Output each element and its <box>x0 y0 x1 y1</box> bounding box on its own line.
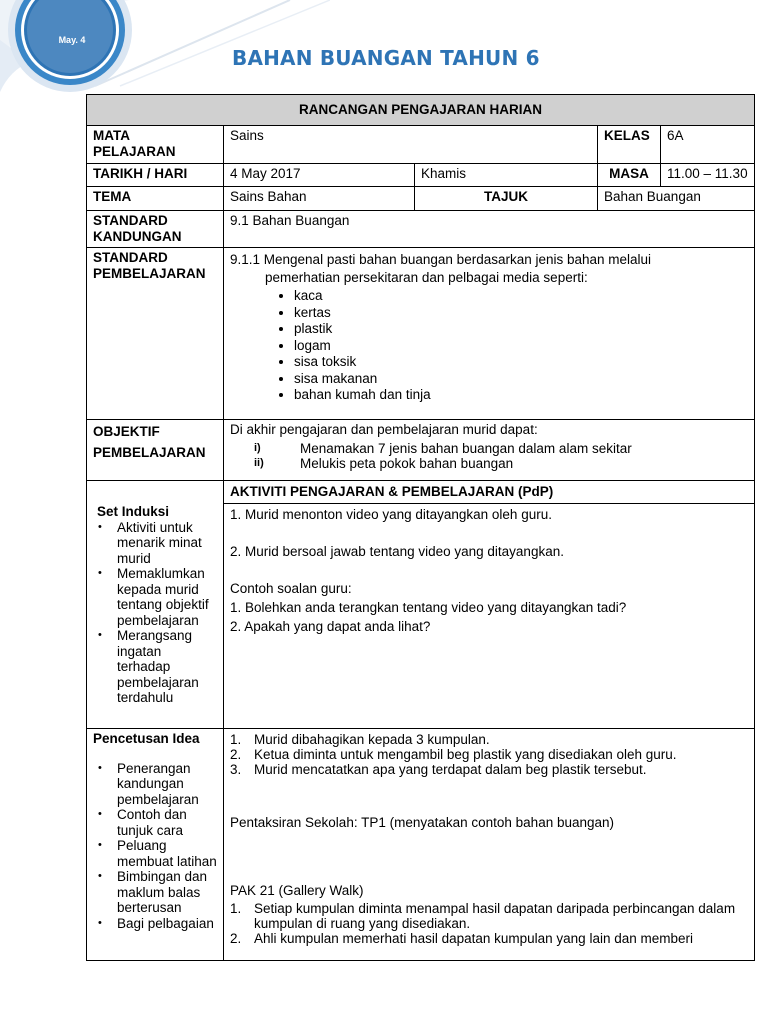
list-item: • bahan kumah dan tinja <box>294 387 748 404</box>
list-item: • Merangsang ingatan terhadap pembelajaran terdahulu <box>117 628 217 706</box>
standard-kandungan-value: 9.1 Bahan Buangan <box>224 211 755 248</box>
mata-pelajaran-label: MATA PELAJARAN <box>87 126 224 164</box>
item-number: 2. <box>230 930 242 946</box>
sp-list <box>230 288 748 404</box>
si-line-1: 1. Murid menonton video yang ditayangkan oleh guru. <box>230 507 552 523</box>
objektif-label-line-1: OBJEKTIF <box>93 424 160 440</box>
aktiviti-heading: AKTIVITI PENGAJARAN & PEMBELAJARAN (PdP) <box>224 481 755 504</box>
list-item: • kaca <box>294 288 748 305</box>
aktiviti-empty-cell <box>87 481 224 504</box>
tema-label: TEMA <box>87 187 224 211</box>
item-number: 1. <box>230 731 242 747</box>
objektif-list <box>230 441 748 471</box>
si-line-2: 2. Murid bersoal jawab tentang video yang ditayangkan. <box>230 544 564 560</box>
list-item: • Peluang membuat latihan <box>117 838 217 869</box>
pentaksiran-text: Pentaksiran Sekolah: TP1 (menyatakan contoh bahan buangan) <box>230 814 615 830</box>
list-item <box>230 762 748 777</box>
standard-pembelajaran-value <box>224 248 755 420</box>
pak-title: PAK 21 (Gallery Walk) <box>230 882 364 898</box>
kelas-label: KELAS <box>598 126 661 164</box>
pencetusan-content <box>224 728 755 960</box>
item-number: 1. <box>230 900 242 916</box>
item-text: Melukis peta pokok bahan buangan <box>300 456 514 472</box>
masa-value: 11.00 – 11.30 <box>661 164 755 187</box>
item-number: 3. <box>230 761 242 777</box>
item-text: Menamakan 7 jenis bahan buangan dalam alam sekitar <box>300 441 632 457</box>
list-item: • Contoh dan tunjuk cara <box>117 807 217 838</box>
si-contoh: Contoh soalan guru: <box>230 581 352 597</box>
kelas-value: 6A <box>661 126 755 164</box>
pencetusan-cell <box>87 728 224 960</box>
item-text: Murid dibahagikan kepada 3 kumpulan. <box>254 731 490 747</box>
list-item: • Memaklumkan kepada murid tentang objektif pembelajaran <box>117 566 217 628</box>
objektif-value <box>224 420 755 481</box>
objektif-intro: Di akhir pengajaran dan pembelajaran murid dapat: <box>230 422 538 438</box>
list-item: • Aktiviti untuk menarik minat murid <box>117 520 217 567</box>
list-item <box>230 747 748 762</box>
sp-line-1: 9.1.1 Mengenal pasti bahan buangan berdasarkan jenis bahan melalui <box>230 252 652 268</box>
list-item <box>230 901 748 931</box>
list-item: • Penerangan kandungan pembelajaran <box>117 761 217 808</box>
list-item <box>230 441 748 456</box>
item-text: Murid mencatatkan apa yang terdapat dalam beg plastik tersebut. <box>254 761 647 777</box>
item-number: ii) <box>254 457 264 470</box>
list-item <box>230 456 748 471</box>
tajuk-value: Bahan Buangan <box>598 187 755 211</box>
set-induksi-cell <box>87 504 224 728</box>
list-item: • logam <box>294 338 748 355</box>
si-question-2: 2. Apakah yang dapat anda lihat? <box>230 619 431 635</box>
tarikh-value: 4 May 2017 <box>224 164 415 187</box>
list-item: • kertas <box>294 305 748 322</box>
pencetusan-list <box>93 761 217 932</box>
item-text: Setiap kumpulan diminta menampal hasil dapatan daripada perbincangan dalam kumpulan di ruang yang disediakan. <box>254 900 736 931</box>
mata-pelajaran-value: Sains <box>224 126 598 164</box>
date-badge: May. 4 <box>58 35 86 45</box>
tema-value: Sains Bahan <box>224 187 415 211</box>
lesson-plan-table <box>86 94 755 961</box>
standard-pembelajaran-label: STANDARD PEMBELAJARAN <box>87 248 224 420</box>
objektif-label <box>87 420 224 481</box>
masa-label: MASA <box>598 164 661 187</box>
item-number: i) <box>254 442 261 455</box>
set-induksi-list <box>93 520 217 706</box>
table-heading: RANCANGAN PENGAJARAN HARIAN <box>87 95 755 126</box>
tarikh-label: TARIKH / HARI <box>87 164 224 187</box>
tajuk-label: TAJUK <box>415 187 598 211</box>
list-item: • sisa makanan <box>294 371 748 388</box>
gallery-steps <box>230 901 748 946</box>
set-induksi-title: Set Induksi <box>97 503 170 519</box>
set-induksi-content <box>224 504 755 728</box>
list-item: • Bimbingan dan maklum balas berterusan <box>117 869 217 916</box>
standard-kandungan-label: STANDARD KANDUNGAN <box>87 211 224 248</box>
pencetusan-title: Pencetusan Idea <box>93 730 200 746</box>
pencetusan-steps <box>230 732 748 777</box>
list-item: • sisa toksik <box>294 354 748 371</box>
hari-value: Khamis <box>415 164 598 187</box>
sp-line-2: pemerhatian persekitaran dan pelbagai media seperti: <box>265 270 588 286</box>
objektif-label-line-2: PEMBELAJARAN <box>93 445 206 461</box>
list-item: • Bagi pelbagaian <box>117 916 217 932</box>
list-item <box>230 931 748 946</box>
page-title: BAHAN BUANGAN TAHUN 6 <box>232 46 540 70</box>
item-text: Ketua diminta untuk mengambil beg plastik yang disediakan oleh guru. <box>254 746 677 762</box>
item-number: 2. <box>230 746 242 762</box>
list-item <box>230 732 748 747</box>
item-text: Ahli kumpulan memerhati hasil dapatan kumpulan yang lain dan memberi <box>254 930 693 946</box>
si-question-1: 1. Bolehkan anda terangkan tentang video yang ditayangkan tadi? <box>230 600 627 616</box>
list-item: • plastik <box>294 321 748 338</box>
